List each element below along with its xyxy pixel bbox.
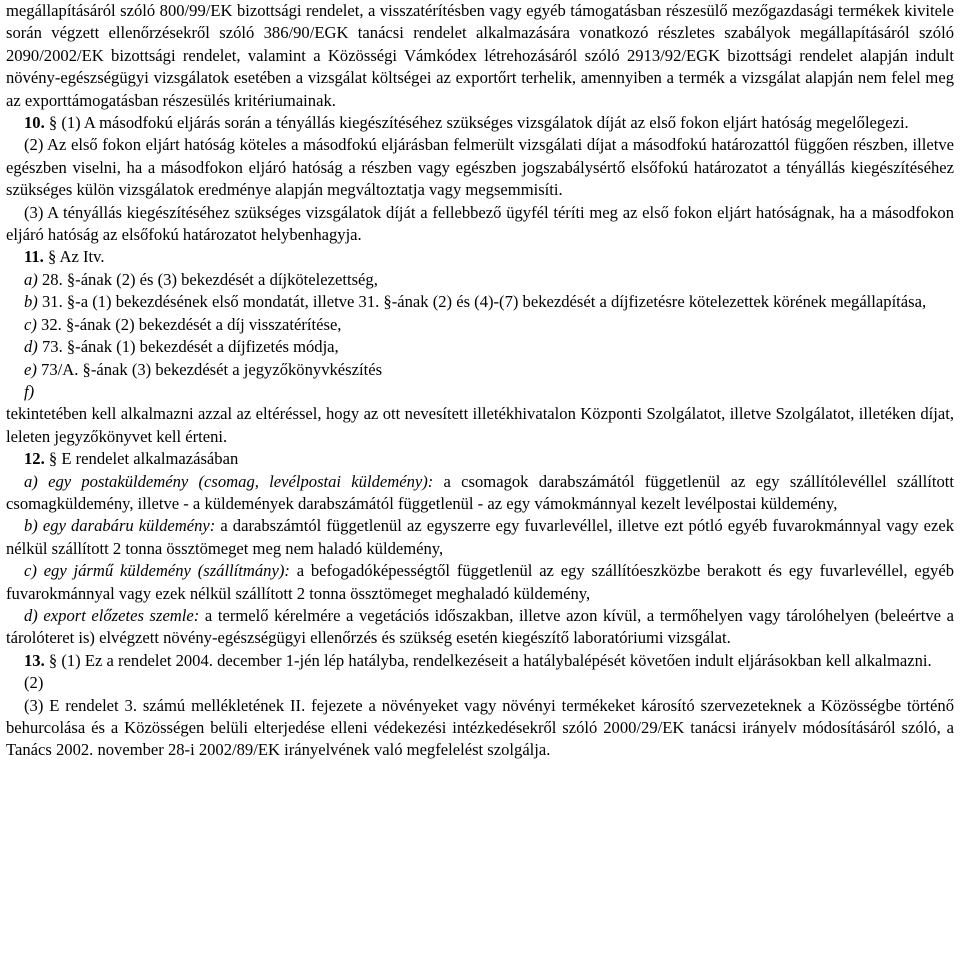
paragraph-section-10	[6, 112, 954, 134]
paragraph-11-closing	[6, 403, 954, 448]
paragraph-continuation	[6, 0, 954, 112]
definition-term: d) export előzetes szemle:	[24, 605, 200, 625]
list-item-b	[6, 291, 954, 313]
definition-text: a darabszámtól függetlenül az egyszerre egy fuvarlevéllel, illetve ezt pótló egyéb fuvarokmánnyal vagy ezek nélkül szállított 2 tonna össztömeget meg nem haladó küldemény,	[6, 516, 954, 558]
section-number: 12.	[24, 449, 45, 469]
paragraph-10-2	[6, 134, 954, 201]
paragraph-text: § (1) A másodfokú eljárás során a tényállás kiegészítéséhez szükséges vizsgálatok díját az első fokon eljárt hatóság megelőlegezi.	[44, 113, 909, 133]
list-label: f)	[24, 381, 35, 401]
paragraph-section-12	[6, 448, 954, 470]
definition-text: a befogadóképességtől függetlenül az egy szállítóeszközbe berakott és egy fuvarlevéllel, egyéb fuvarokmánnyal vagy ezek nélkül szállított 2 tonna össztömeget meghaladó küldemény,	[6, 561, 954, 603]
definition-text: a csomagok darabszámától függetlenül az egy szállítólevéllel szállított csomagküldemény, illetve - a küldemények darabszámától függetlenül - az egy vámokmánnyal kezelt levélpostai küldemény,	[6, 471, 954, 513]
list-item-a	[6, 269, 954, 291]
list-label: a)	[24, 269, 38, 289]
paragraph-section-11	[6, 246, 954, 268]
paragraph-section-13	[6, 650, 954, 672]
paragraph-text: § E rendelet alkalmazásában	[44, 449, 239, 469]
paragraph-text: megállapításáról szóló 800/99/EK bizottsági rendelet, a visszatérítésben vagy egyéb támogatásban részesülő mezőgazdasági termékek kivitele során végzett ellenőrzésekről szóló 386/90/EGK tanácsi rendelet alkalmazására vonatkozó részletes szabályok megállapításáról szóló 2090/2002/EK bizottsági rendelet, valamint a Közösségi Vámkódex létrehozásáról szóló 2913/92/EGK bizottsági rendelet alapján indult növény-egészségügyi vizsgálatok esetében a vizsgálat költségei az exportőrt terhelik, amennyiben a termék a vizsgálat alapján nem felel meg az exporttámogatásban részesülés kritériumainak.	[6, 1, 954, 110]
list-label: c)	[24, 314, 37, 334]
list-text: 73/A. §-ának (3) bekezdését a jegyzőkönyvkészítés	[36, 359, 383, 379]
list-item-c	[6, 314, 954, 336]
list-label: b)	[24, 292, 38, 312]
definition-c	[6, 560, 954, 605]
definition-a	[6, 471, 954, 516]
list-label: e)	[24, 359, 37, 379]
definition-term: c) egy jármű küldemény (szállítmány):	[24, 561, 290, 581]
list-text: 73. §-ának (1) bekezdését a díjfizetés módja,	[37, 337, 339, 357]
paragraph-text: (2)	[24, 673, 44, 693]
list-item-e	[6, 359, 954, 381]
definition-term: b) egy darabáru küldemény:	[24, 516, 216, 536]
definition-term: a) egy postaküldemény (csomag, levélpostai küldemény):	[24, 471, 434, 491]
list-text: 32. §-ának (2) bekezdését a díj visszatérítése,	[36, 314, 342, 334]
section-number: 13.	[24, 650, 45, 670]
paragraph-text: (2) Az első fokon eljárt hatóság köteles a másodfokú eljárásban felmerült vizsgálati díjat a másodfokú határozattól függően részben, illetve egészben viselni, ha a másodfokon eljáró hatóság a részben vagy egészben jogszabálysértő elsőfokú határozatot a tényállás kiegészítéséhez szükséges külön vizsgálatok eredménye alapján megváltoztatja vagy megsemmisíti.	[6, 135, 954, 200]
list-text: 31. §-a (1) bekezdésének első mondatát, illetve 31. §-ának (2) és (4)-(7) bekezdését a díjfizetésre kötelezettek körének megállapítása,	[37, 292, 927, 312]
definition-b	[6, 515, 954, 560]
section-number: 10.	[24, 113, 45, 133]
paragraph-text: tekintetében kell alkalmazni azzal az eltéréssel, hogy az ott nevesített illetékhivatalon Központi Szolgálatot, illetve Szolgálatot, illetéken díjat, leleten jegyzőkönyvet kell érteni.	[6, 404, 954, 446]
list-item-d	[6, 336, 954, 358]
paragraph-13-3	[6, 695, 954, 762]
paragraph-text: (3) E rendelet 3. számú mellékletének II. fejezete a növényeket vagy növényi termékeket károsító szervezeteknek a Közösségbe történő behurcolása és a Közösségen belüli elterjedése elleni védekezési intézkedésekről szóló 2000/29/EK tanácsi irányelv módosításáról szóló, a Tanács 2002. november 28-i 2002/89/EK irányelvének való megfelelést szolgálja.	[6, 695, 954, 760]
paragraph-text: § (1) Ez a rendelet 2004. december 1-jén lép hatályba, rendelkezéseit a hatálybalépését követően indult eljárásokban kell alkalmazni.	[44, 650, 932, 670]
paragraph-text: (3) A tényállás kiegészítéséhez szükséges vizsgálatok díját a fellebbező ügyfél téríti meg az első fokon eljárt hatóságnak, ha a másodfokon eljáró hatóság az elsőfokú határozatot helybenhagyja.	[6, 202, 954, 245]
paragraph-10-3	[6, 202, 954, 247]
paragraph-13-2	[6, 672, 954, 694]
paragraph-text: § Az Itv.	[43, 247, 105, 267]
list-text: 28. §-ának (2) és (3) bekezdését a díjkötelezettség,	[37, 269, 378, 289]
section-number: 11.	[24, 247, 44, 267]
list-label: d)	[24, 337, 38, 357]
list-item-f	[6, 381, 954, 403]
definition-d	[6, 605, 954, 650]
definition-text: a termelő kérelmére a vegetációs időszakban, illetve azon kívül, a termőhelyen vagy tárolóhelyen (beleértve a tárolóteret is) elvégzett növény-egészségügyi ellenőrzés és szükség esetén kiegészítő laboratóriumi vizsgálat.	[6, 605, 955, 648]
